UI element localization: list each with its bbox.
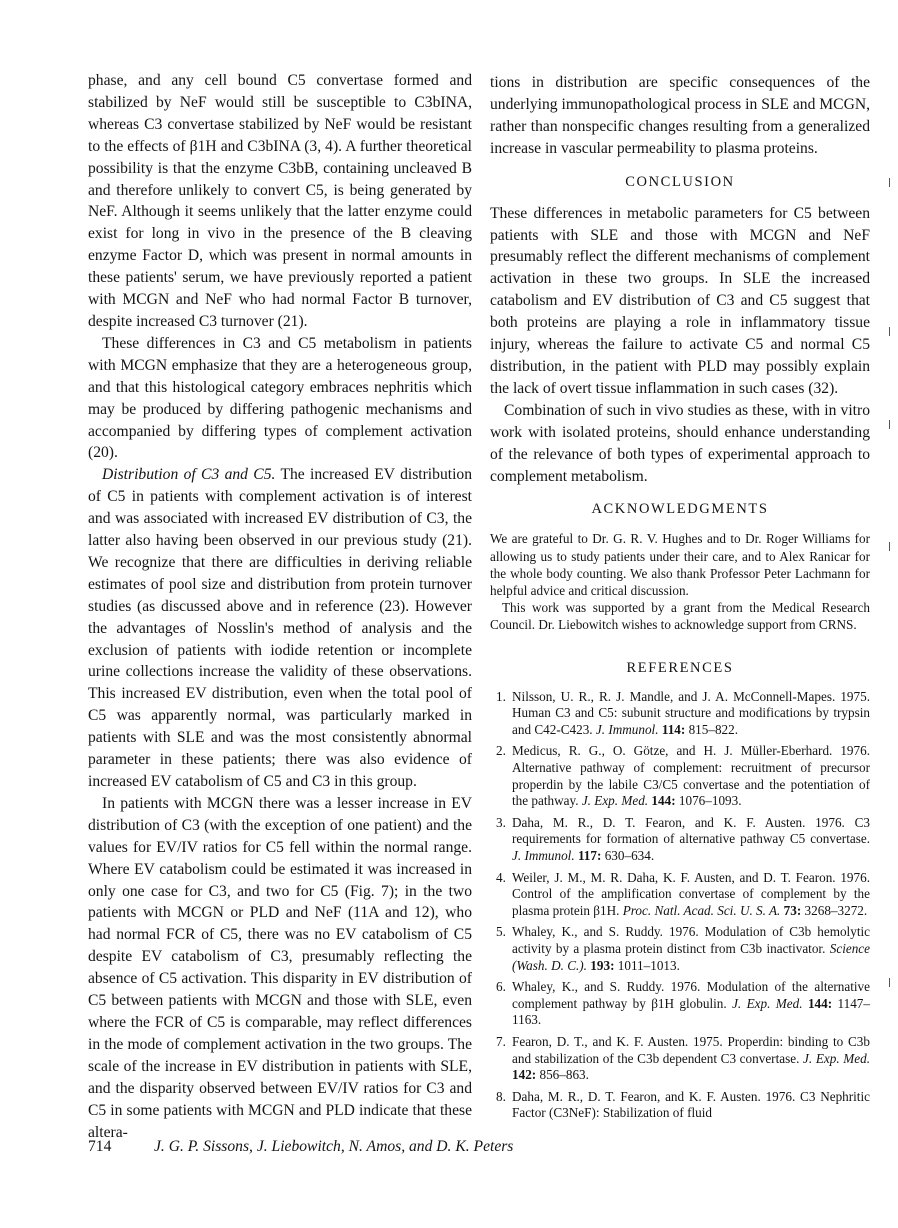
reference-text: Medicus, R. G., O. Götze, and H. J. Müller-Eberhard. 1976. Alternative pathway of complement: recruitment of precursor properdin by the labile C3/C5 convertase and the potentiation of the pathway. bbox=[512, 743, 870, 809]
reference-volume: 73: bbox=[783, 902, 802, 918]
reference-item bbox=[490, 815, 870, 865]
acknowledgment-paragraph: This work was supported by a grant from the Medical Research Council. Dr. Liebowitch wishes to acknowledge support from CRNS. bbox=[490, 600, 870, 633]
reference-pages: 630–634. bbox=[604, 847, 655, 863]
reference-item bbox=[490, 1034, 870, 1084]
reference-volume: 117: bbox=[577, 847, 602, 863]
reference-pages: 3268–3272. bbox=[804, 902, 868, 918]
reference-volume: 144: bbox=[651, 793, 676, 809]
reference-text: Nilsson, U. R., R. J. Mandle, and J. A. McConnell-Mapes. 1975. Human C3 and C5: subunit structure and modifications by trypsin and C42-C423. bbox=[512, 688, 870, 737]
right-column bbox=[490, 72, 870, 1127]
reference-number: 4. bbox=[496, 869, 506, 885]
reference-text: Daha, M. R., D. T. Fearon, and K. F. Austen. 1976. C3 Nephritic Factor (C3NeF): Stabilization of fluid bbox=[512, 1088, 870, 1121]
reference-item bbox=[490, 979, 870, 1029]
reference-number: 8. bbox=[496, 1088, 506, 1104]
reference-pages: 1147–1163. bbox=[512, 995, 870, 1028]
reference-volume: 193: bbox=[590, 957, 615, 973]
run-in-heading: Distribution of C3 and C5. bbox=[102, 466, 276, 484]
reference-journal: J. Immunol. bbox=[595, 721, 659, 737]
page-number: 714 bbox=[88, 1138, 112, 1155]
margin-mark bbox=[889, 327, 890, 336]
reference-text: Daha, M. R., D. T. Fearon, and K. F. Austen. 1976. C3 requirements for formation of alternative pathway C5 convertase. bbox=[512, 814, 870, 847]
reference-number: 2. bbox=[496, 743, 506, 759]
page-footer bbox=[88, 1138, 808, 1156]
reference-number: 3. bbox=[496, 814, 506, 830]
reference-number: 5. bbox=[496, 924, 506, 940]
margin-mark bbox=[889, 420, 890, 429]
body-paragraph: These differences in C3 and C5 metabolism in patients with MCGN emphasize that they are a heterogeneous group, and that this histological category embraces nephritis which may be produced by differing pathogenic mechanisms and accompanied by differing types of complement activation (20). bbox=[88, 334, 472, 462]
reference-volume: 114: bbox=[661, 721, 686, 737]
body-paragraph: In patients with MCGN there was a lesser increase in EV distribution of C3 (with the exception of one patient) and the values for EV/IV ratios for C5 fell within the normal range. Where EV catabolism could be estimated it was increased in only one case for C3, and two for C5 (Fig. 7); in the two patients with MCGN or PLD and NeF (11A and 12), who had normal FCR of C5, there was no EV catabolism of C5 despite EV catabolism of C3, presumably reflecting the absence of C5 activation. This disparity in EV distribution of C5 between patients with MCGN and those with SLE, even where the FCR of C5 is comparable, may reflect differences in the mode of complement activation in the two groups. The scale of the increase in EV distribution in patients with SLE, and the disparity observed between EV/IV ratios for C3 and C5 in some patients with MCGN and PLD indicate that these altera- bbox=[88, 794, 472, 1141]
acknowledgment-paragraph: We are grateful to Dr. G. R. V. Hughes and to Dr. Roger Williams for allowing us to study patients under their care, and to Alex Ranicar for the whole body counting. We also thank Professor Peter Lachmann for helpful advice and critical discussion. bbox=[490, 531, 870, 599]
reference-volume: 142: bbox=[512, 1067, 537, 1083]
reference-pages: 1011–1013. bbox=[617, 957, 680, 973]
reference-journal: J. Exp. Med. bbox=[581, 793, 649, 809]
reference-pages: 856–863. bbox=[539, 1067, 589, 1083]
body-paragraph bbox=[88, 464, 472, 793]
reference-item bbox=[490, 743, 870, 809]
margin-mark bbox=[889, 178, 890, 187]
margin-mark bbox=[889, 978, 890, 987]
reference-pages: 1076–1093. bbox=[678, 793, 742, 809]
reference-text: Whaley, K., and S. Ruddy. 1976. Modulation of the alternative complement pathway by β1H globulin. bbox=[512, 979, 870, 1011]
body-paragraph: phase, and any cell bound C5 convertase formed and stabilized by NeF would still be susceptible to C3bINA, whereas C3 convertase stabilized by NeF would be resistant to the effects of β1H and C3bINA (3, 4). A further theoretical possibility is that the enzyme C3bB, containing uncleaved B and therefore unlikely to convert C5, is being generated by NeF. Although it seems unlikely that the latter enzyme could exist for long in vivo in the presence of the B cleaving enzyme Factor D, which was present in normal amounts in these patients' serum, we have previously reported a patient with MCGN and NeF who had normal Factor B turnover, despite increased C3 turnover (21). bbox=[88, 72, 472, 330]
running-authors: J. G. P. Sissons, J. Liebowitch, N. Amos, and D. K. Peters bbox=[154, 1138, 514, 1155]
reference-journal: J. Exp. Med. bbox=[732, 995, 803, 1011]
reference-text: Weiler, J. M., M. R. Daha, K. F. Austen, and D. T. Fearon. 1976. Control of the amplification convertase of complement by the plasma protein β1H. bbox=[512, 869, 870, 918]
reference-item bbox=[490, 870, 870, 920]
body-paragraph: These differences in metabolic parameters for C5 between patients with SLE and those with MCGN and NeF presumably reflect the different mechanisms of complement activation in these two groups. In SLE the increased catabolism and EV distribution of C3 and C5 suggest that both proteins are playing a role in inflammatory tissue injury, whereas the failure to activate C5 and normal C5 distribution, in the patient with PLD may possibly explain the lack of overt tissue inflammation in such cases (32). bbox=[490, 204, 870, 397]
section-heading-acknowledgments: ACKNOWLEDGMENTS bbox=[591, 501, 769, 518]
reference-item bbox=[490, 1089, 870, 1122]
reference-text: Fearon, D. T., and K. F. Austen. 1975. Properdin: binding to C3b and stabilization of the C3b dependent C3 convertase. bbox=[512, 1033, 870, 1066]
reference-number: 6. bbox=[496, 979, 506, 995]
reference-item bbox=[490, 689, 870, 739]
reference-item bbox=[490, 924, 870, 974]
left-column bbox=[88, 70, 472, 1143]
reference-list bbox=[490, 689, 870, 1122]
reference-journal: J. Exp. Med. bbox=[803, 1050, 871, 1066]
reference-number: 1. bbox=[496, 688, 506, 704]
reference-number: 7. bbox=[496, 1033, 506, 1049]
margin-mark bbox=[889, 542, 890, 551]
reference-volume: 144: bbox=[807, 995, 833, 1011]
reference-journal: J. Immunol. bbox=[512, 847, 575, 863]
section-heading-references: REFERENCES bbox=[626, 659, 734, 676]
reference-journal: Science (Wash. D. C.). bbox=[512, 940, 871, 973]
reference-text: Whaley, K., and S. Ruddy. 1976. Modulation of C3b hemolytic activity by a plasma protein distinct from C3b inactivator. bbox=[512, 924, 870, 956]
section-heading-conclusion: CONCLUSION bbox=[625, 173, 735, 190]
body-paragraph: tions in distribution are specific consequences of the underlying immunopathological process in SLE and MCGN, rather than nonspecific changes resulting from a generalized increase in vascular permeability to plasma proteins. bbox=[490, 74, 870, 157]
reference-pages: 815–822. bbox=[688, 721, 739, 737]
reference-journal: Proc. Natl. Acad. Sci. U. S. A. bbox=[622, 902, 781, 918]
paragraph-text: The increased EV distribution of C5 in patients with complement activation is of interest and was associated with increased EV distribution of C3, the latter also having been observed in our previous study (21). We recognize that there are difficulties in deriving reliable estimates of pool size and distribution from protein turnover studies (as discussed above and in reference (23). However the advantages of Nosslin's method of analysis and the exclusion of patients with iodide retention or incomplete urine collections increase the validity of these observations. This increased EV distribution, even when the total pool of C5 was apparently normal, was particularly marked in patients with SLE and was the most consistently abnormal parameter in these patients; there was also evidence of increased EV catabolism of C5 and C3 in this group. bbox=[88, 466, 472, 790]
body-paragraph: Combination of such in vivo studies as these, with in vitro work with isolated proteins, should enhance understanding of the relevance of both types of experimental approach to complement metabolism. bbox=[490, 401, 870, 485]
